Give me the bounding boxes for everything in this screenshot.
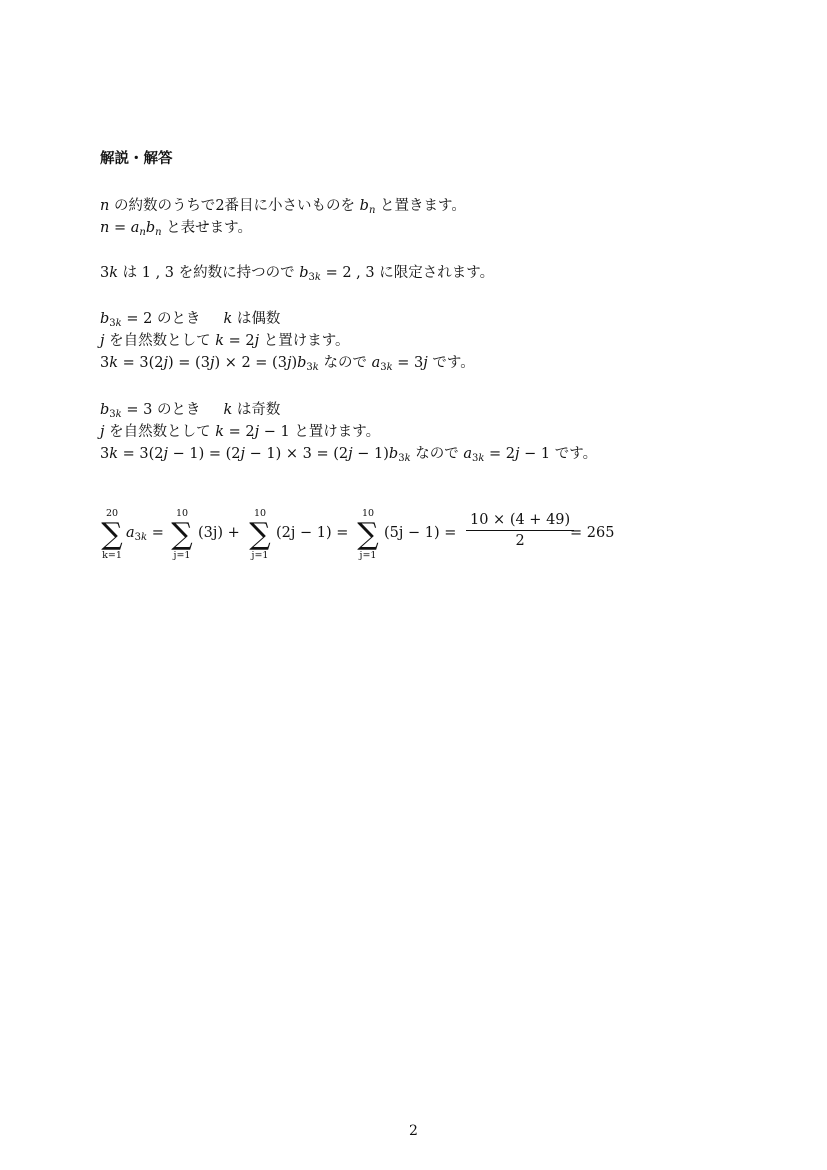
line-b3k-values: 3k は 1 , 3 を約数に持つので $b_{3k} = 2$ , 3 に限定されます。: [100, 265, 495, 283]
term-3j: (3j) +: [198, 525, 240, 541]
term-a3k: $a_{3k}$ =: [126, 525, 164, 543]
line-definition-bn: n の約数のうちで2番目に小さいものを $b_n$ と置きます。: [100, 198, 466, 216]
section-heading: 解説・解答: [100, 151, 173, 167]
case1-substitution: j を自然数として k = 2j と置けます。: [100, 333, 350, 349]
sum-operator-3: 10 ∑ j=1: [249, 508, 271, 561]
sum-result: = 265: [570, 525, 615, 541]
term-2j-minus-1: (2j − 1) =: [276, 525, 349, 541]
sum-operator-1: 20 ∑ k=1: [101, 508, 123, 561]
case2-substitution: j を自然数として k = 2j − 1 と置けます。: [100, 424, 381, 440]
fraction-denominator: 2: [515, 533, 525, 549]
fraction-numerator: 10 × (4 + 49): [466, 512, 574, 531]
case2-result: $3k = 3(2j - 1) = (2j - 1) \times 3 = (2j - 1)b_{3k}$ なので $a_{3k} = 2j - 1$ です。: [100, 446, 598, 464]
term-5j-minus-1: (5j − 1) =: [384, 525, 457, 541]
page-number: 2: [409, 1123, 418, 1139]
fraction: [466, 512, 574, 549]
sum-operator-4: 10 ∑ j=1: [357, 508, 379, 561]
case1-condition: $b_{3k} = 2$ のとき k は偶数: [100, 311, 281, 329]
sum-operator-2: 10 ∑ j=1: [171, 508, 193, 561]
case1-result: $3k = 3(2j) = (3j) \times 2 = (3j)b_{3k}$ なので $a_{3k} = 3j$ です。: [100, 355, 475, 373]
line-n-equals-anbn: $n = a_nb_n$ と表せます。: [100, 220, 253, 238]
summation-equation: [100, 508, 740, 568]
case2-condition: $b_{3k} = 3$ のとき k は奇数: [100, 402, 281, 420]
